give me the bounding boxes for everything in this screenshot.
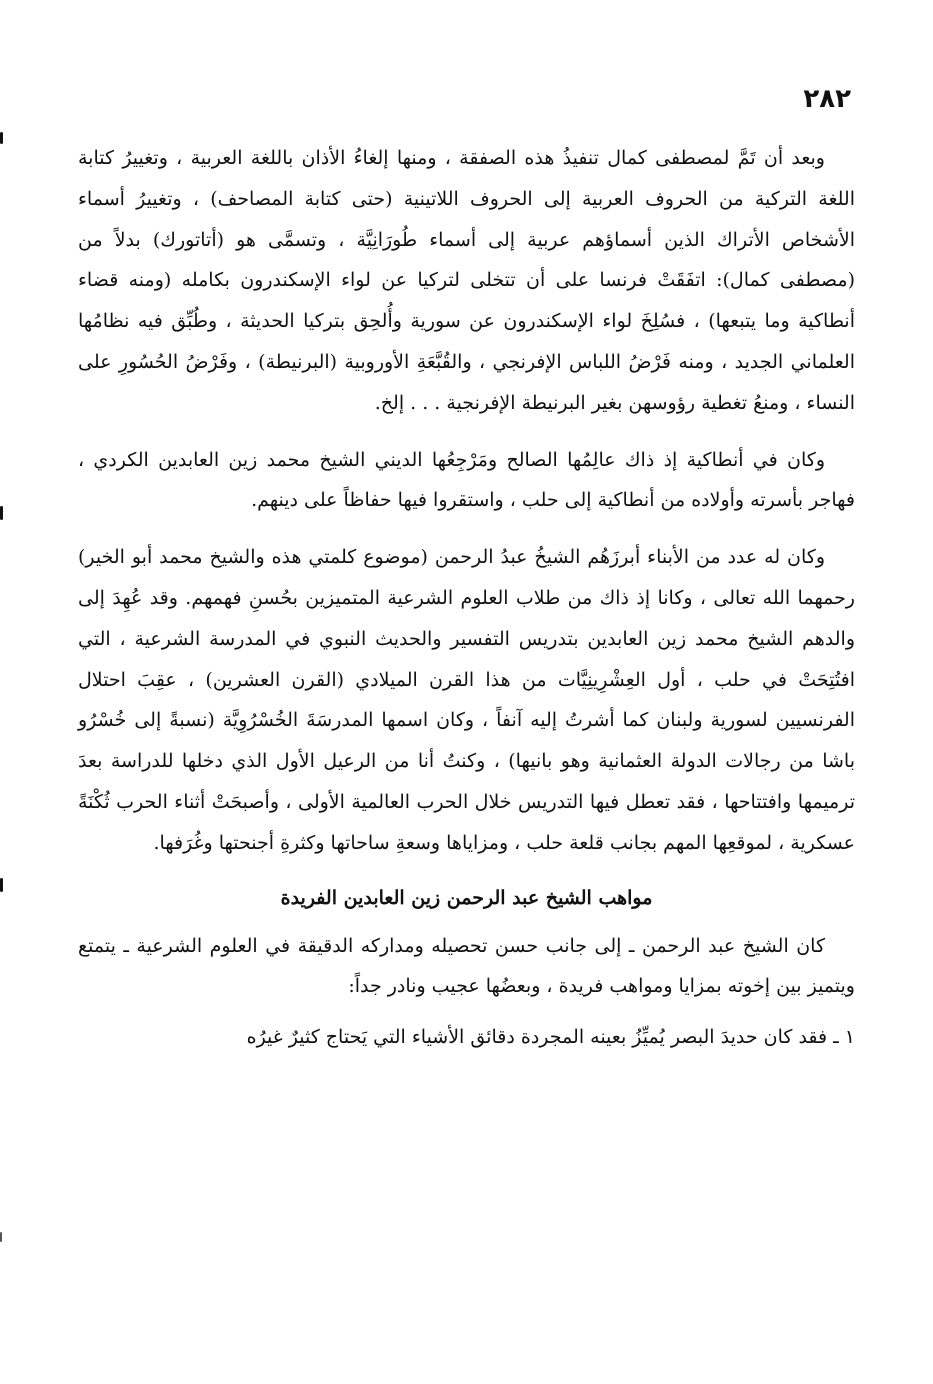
paragraph-1: وبعد أن تَمَّ لمصطفى كمال تنفيذُ هذه الصفقة ، ومنها إلغاءُ الأذان باللغة العربية ، وتغييرُ كتابة اللغة التركية من الحروف العربية إلى الحروف اللاتينية (حتى كتابة المصاحف) ، وتغييرُ أسماء الأشخاص الأتراك الذين أسماؤهم عربية إلى أسماء طُورَانِيَّة ، وتسمَّى هو (أتاتورك) بدلاً من (مصطفى كمال): اتفَقَتْ فرنسا على أن تتخلى لتركيا عن لواء الإسكندرون بكامله (ومنه قضاء أنطاكية وما يتبعها) ، فسُلِخَ لواء الإسكندرون عن سورية وأُلحِق بتركيا الحديثة ، وطُبِّق فيه نظامُها العلماني الجديد ، ومنه فَرْضُ اللباس الإفرنجي ، والقُبَّعَةِ الأوروبية (البرنيطة) ، وفَرْضُ الحُسُورِ على النساء ، ومنعُ تغطية رؤوسهن بغير البرنيطة الإفرنجية . . . إلخ.: [78, 147, 855, 414]
section-heading: مواهب الشيخ عبد الرحمن زين العابدين الفريدة: [280, 886, 653, 909]
body-text: [78, 138, 855, 1058]
paragraph-2: وكان في أنطاكية إذ ذاك عالِمُها الصالح ومَرْجِعُها الديني الشيخ محمد زين العابدين الكردي ، فهاجر بأسرته وأولاده من أنطاكية إلى حلب ، واستقروا فيها حفاظاً على دينهم.: [78, 448, 855, 512]
page-number: ٢٨٢: [803, 84, 851, 114]
scan-edge-mark: [0, 132, 3, 144]
paragraph-4: كان الشيخ عبد الرحمن ـ إلى جانب حسن تحصيله ومداركه الدقيقة في العلوم الشرعية ـ يتمتع ويتميز بين إخوته بمزايا ومواهب فريدة ، وبعضُها عجيب ونادر جداً:: [78, 934, 855, 998]
paragraph-5: ١ ـ فقد كان حديدَ البصر يُميِّزُ بعينه المجردة دقائق الأشياء التي يَحتاج كثيرٌ غيرُه: [246, 1026, 855, 1049]
scan-edge-mark: [0, 1232, 2, 1242]
paragraph-3: وكان له عدد من الأبناء أبرزَهُم الشيخُ عبدُ الرحمن (موضوع كلمتي هذه والشيخ محمد أبو الخير) رحمهما الله تعالى ، وكانا إذ ذاك من طلاب العلوم الشرعية المتميزين بحُسنِ فهمهم. وقد عُهِدَ إلى والدهم الشيخ محمد زين العابدين بتدريس التفسير والحديث النبوي في المدرسة الشرعية ، التي افتُتِحَتْ في حلب ، أول العِشْرِينِيَّات من هذا القرن الميلادي (القرن العشرين) ، عقِبَ احتلال الفرنسيين لسورية ولبنان كما أشرتُ إليه آنفاً ، وكان اسمها المدرسَةَ الخُسْرُوِيَّة (نسبةً إلى خُسْرُو باشا من رجالات الدولة العثمانية وهو بانيها) ، وكنتُ أنا من الرعيل الأول الذي دخلها للدراسة بعدَ ترميمها وافتتاحها ، فقد تعطل فيها التدريس خلال الحرب العالمية الأولى ، وأصبحَتْ أثناء الحرب ثُكْنَةً عسكرية ، لموقعِها المهم بجانب قلعة حلب ، ومزاياها وسعةِ ساحاتها وكثرةِ أجنحتها وغُرَفها.: [78, 546, 855, 854]
scan-edge-mark: [0, 506, 3, 520]
scan-edge-mark: [0, 878, 3, 892]
